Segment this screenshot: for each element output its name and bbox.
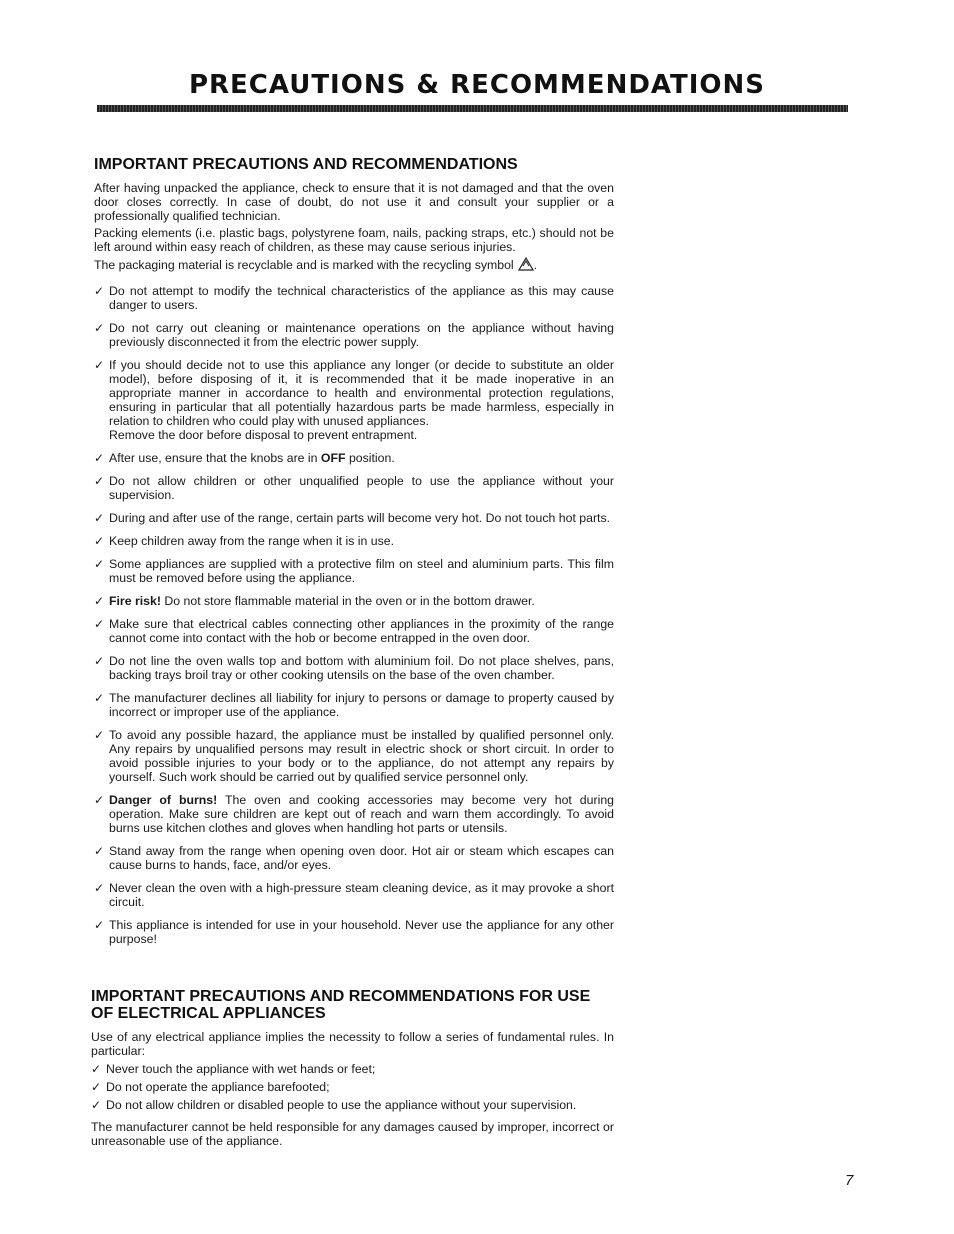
- list-item: ✓ Stand away from the range when opening oven door. Hot air or steam which escapes can cause burns to hands, face, and/or eyes.: [94, 844, 614, 872]
- list-item: ✓ Make sure that electrical cables connecting other appliances in the proximity of the range cannot come into contact with the hob or become entrapped in the oven door.: [94, 617, 614, 645]
- list-item: ✓ To avoid any possible hazard, the appliance must be installed by qualified personnel only. Any repairs by unqualified persons may result in electric shock or short circuit. In order to avoid possible injuries to your body or to the appliance, do not attempt any repairs by yourself. Such work should be carried out by qualified service personnel only.: [94, 728, 614, 784]
- main-content: [91, 156, 614, 1148]
- list-item: ✓ Do not carry out cleaning or maintenance operations on the appliance without having previously disconnected it from the electric power supply.: [94, 321, 614, 349]
- check-mark-icon: ✓: [94, 594, 105, 608]
- page-number: 7: [845, 1172, 854, 1189]
- list-item: ✓ Do not attempt to modify the technical characteristics of the appliance as this may cause danger to users.: [94, 284, 614, 312]
- check-mark-icon: ✓: [94, 511, 105, 525]
- precautions-list: [94, 284, 614, 946]
- check-mark-icon: ✓: [94, 691, 105, 705]
- list-item: ✓ Never touch the appliance with wet hands or feet;: [91, 1062, 376, 1076]
- recycling-text: The packaging material is recyclable and is marked with the recycling symbol: [94, 258, 514, 272]
- page-title: PRECAUTIONS & RECOMMENDATIONS: [188, 70, 766, 100]
- electrical-intro: Use of any electrical appliance implies the necessity to follow a series of fundamental rules. In particular:: [91, 1030, 614, 1058]
- check-mark-icon: ✓: [94, 534, 105, 548]
- electrical-outro: The manufacturer cannot be held responsible for any damages caused by improper, incorrect or unreasonable use of the appliance.: [91, 1120, 614, 1148]
- list-item: ✓ Fire risk! Do not store flammable material in the oven or in the bottom drawer.: [94, 594, 535, 608]
- list-item: ✓ Do not operate the appliance barefooted;: [91, 1080, 330, 1094]
- list-item: ✓ Some appliances are supplied with a protective film on steel and aluminium parts. This film must be removed before using the appliance.: [94, 557, 614, 585]
- section-heading-precautions: IMPORTANT PRECAUTIONS AND RECOMMENDATIONS: [94, 156, 518, 173]
- section-heading-electrical: IMPORTANT PRECAUTIONS AND RECOMMENDATIONS FOR USE OF ELECTRICAL APPLIANCES: [91, 988, 591, 1022]
- list-item: ✓ After use, ensure that the knobs are in OFF position.: [94, 451, 395, 465]
- check-mark-icon: ✓: [94, 321, 105, 335]
- list-item: ✓ This appliance is intended for use in your household. Never use the appliance for any other purpose!: [94, 918, 614, 946]
- intro-paragraph-unpacking: After having unpacked the appliance, check to ensure that it is not damaged and that the oven door closes correctly. In case of doubt, do not use it and consult your supplier or a professionally qualified technician.: [94, 181, 614, 223]
- recycling-text-end: .: [533, 258, 538, 272]
- check-mark-icon: ✓: [94, 557, 105, 571]
- check-mark-icon: ✓: [94, 844, 105, 858]
- electrical-section: [91, 1030, 614, 1148]
- check-mark-icon: ✓: [94, 793, 105, 807]
- check-mark-icon: ✓: [91, 1062, 102, 1076]
- list-item: ✓ Do not allow children or disabled people to use the appliance without your supervision.: [91, 1098, 577, 1112]
- check-mark-icon: ✓: [91, 1098, 102, 1112]
- list-item: ✓ Keep children away from the range when it is in use.: [94, 534, 395, 548]
- check-mark-icon: ✓: [94, 728, 105, 742]
- check-mark-icon: ✓: [94, 881, 105, 895]
- list-item: ✓ Never clean the oven with a high-pressure steam cleaning device, as it may provoke a short circuit.: [94, 881, 614, 909]
- recycling-symbol-icon: [518, 257, 534, 274]
- title-rule: [97, 105, 848, 112]
- intro-paragraph-recycling: [94, 257, 614, 274]
- check-mark-icon: ✓: [94, 617, 105, 631]
- list-item: ✓ During and after use of the range, certain parts will become very hot. Do not touch hot parts.: [94, 511, 611, 525]
- check-mark-icon: ✓: [94, 654, 105, 668]
- check-mark-icon: ✓: [94, 474, 105, 488]
- list-item: ✓ Do not line the oven walls top and bottom with aluminium foil. Do not place shelves, pans, backing trays broil tray or other cooking utensils on the base of the oven chamber.: [94, 654, 614, 682]
- list-item: ✓ If you should decide not to use this appliance any longer (or decide to substitute an older model), before disposing of it, it is recommended that it be made inoperative in an appropriate manner in accordance to health and environmental protection regulations, ensuring in particular that all potentially hazardous parts be made harmless, especially in relation to children who could play with unused appliances. Remove the door before disposal to prevent entrapment.: [94, 358, 614, 442]
- check-mark-icon: ✓: [94, 451, 105, 465]
- check-mark-icon: ✓: [94, 358, 105, 372]
- list-item: ✓ Do not allow children or other unqualified people to use the appliance without your supervision.: [94, 474, 614, 502]
- check-mark-icon: ✓: [94, 918, 105, 932]
- list-item: ✓ The manufacturer declines all liability for injury to persons or damage to property caused by incorrect or improper use of the appliance.: [94, 691, 614, 719]
- intro-paragraph-packing: Packing elements (i.e. plastic bags, polystyrene foam, nails, packing straps, etc.) should not be left around within easy reach of children, as these may cause serious injuries.: [94, 226, 614, 254]
- check-mark-icon: ✓: [91, 1080, 102, 1094]
- list-item: ✓ Danger of burns! The oven and cooking accessories may become very hot during operation. Make sure children are kept out of reach and warn them accordingly. To avoid burns use kitchen clothes and gloves when handling hot parts or utensils.: [94, 793, 614, 835]
- electrical-rules-list: [91, 1062, 614, 1112]
- check-mark-icon: ✓: [94, 284, 105, 298]
